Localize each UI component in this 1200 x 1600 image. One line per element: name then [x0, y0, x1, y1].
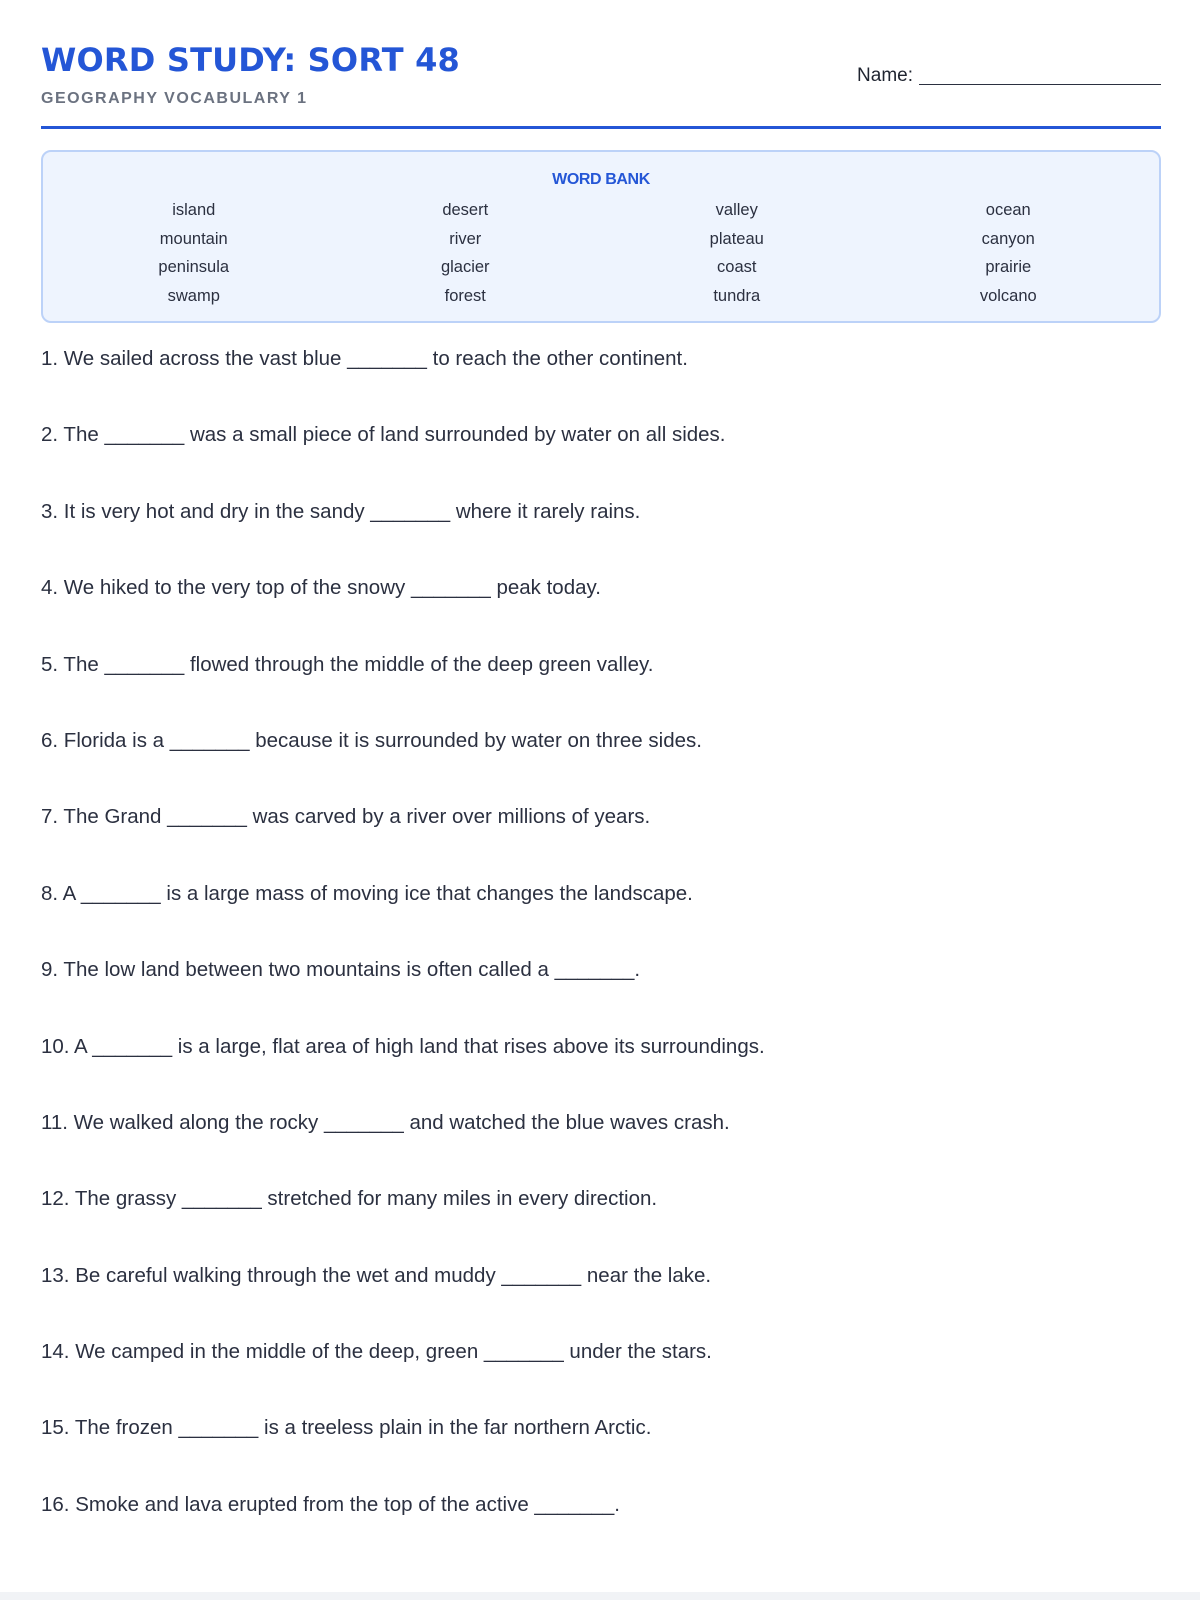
- question-item: 15. The frozen _______ is a treeless plain in the far northern Arctic.: [41, 1416, 652, 1440]
- question-item: 4. We hiked to the very top of the snowy _______ peak today.: [41, 576, 601, 600]
- word-bank-word: canyon: [981, 229, 1035, 248]
- question-item: 14. We camped in the middle of the deep, green _______ under the stars.: [41, 1340, 712, 1364]
- question-list: [41, 346, 1141, 1568]
- question-item: 8. A _______ is a large mass of moving ice that changes the landscape.: [41, 881, 693, 905]
- question-item: 13. Be careful walking through the wet and muddy _______ near the lake.: [41, 1263, 712, 1287]
- question-item: 7. The Grand _______ was carved by a river over millions of years.: [41, 805, 651, 829]
- word-bank-word: island: [172, 201, 216, 219]
- question-item: 9. The low land between two mountains is often called a _______.: [41, 958, 641, 982]
- question-item: 6. Florida is a _______ because it is surrounded by water on three sides.: [41, 728, 702, 752]
- page-subtitle: GEOGRAPHY VOCABULARY 1: [41, 90, 308, 107]
- word-bank-word: valley: [715, 201, 758, 219]
- word-bank-grid: [58, 200, 1144, 314]
- word-bank-title: WORD BANK: [552, 171, 650, 188]
- word-bank-word: plateau: [709, 229, 764, 248]
- question-item: 2. The _______ was a small piece of land surrounded by water on all sides.: [41, 423, 726, 447]
- word-bank-word: river: [449, 229, 482, 248]
- word-bank-word: forest: [444, 286, 486, 305]
- name-blank-line: [919, 66, 1161, 85]
- word-bank-word: mountain: [159, 229, 228, 248]
- question-item: 10. A _______ is a large, flat area of high land that rises above its surroundings.: [41, 1034, 765, 1058]
- word-bank: [41, 150, 1161, 323]
- worksheet-header: [41, 0, 1161, 129]
- question-item: 1. We sailed across the vast blue _______ to reach the other continent.: [41, 347, 688, 370]
- question-item: 12. The grassy _______ stretched for many miles in every direction.: [41, 1187, 658, 1211]
- word-bank-word: glacier: [440, 258, 490, 276]
- name-field: [857, 66, 1161, 85]
- word-bank-word: volcano: [979, 286, 1037, 305]
- word-bank-word: coast: [717, 258, 757, 276]
- word-bank-word: prairie: [985, 258, 1032, 276]
- word-bank-word: ocean: [985, 201, 1031, 219]
- page-title: WORD STUDY: SORT 48: [41, 41, 461, 79]
- word-bank-word: swamp: [167, 286, 220, 305]
- question-item: 5. The _______ flowed through the middle of the deep green valley.: [41, 652, 654, 676]
- word-bank-word: peninsula: [158, 258, 230, 276]
- word-bank-word: tundra: [713, 286, 761, 305]
- question-item: 11. We walked along the rocky _______ and watched the blue waves crash.: [41, 1110, 730, 1134]
- name-label: Name:: [857, 65, 913, 86]
- question-item: 16. Smoke and lava erupted from the top of the active _______.: [41, 1492, 620, 1516]
- question-item: 3. It is very hot and dry in the sandy _______ where it rarely rains.: [41, 499, 641, 523]
- word-bank-word: desert: [442, 201, 489, 219]
